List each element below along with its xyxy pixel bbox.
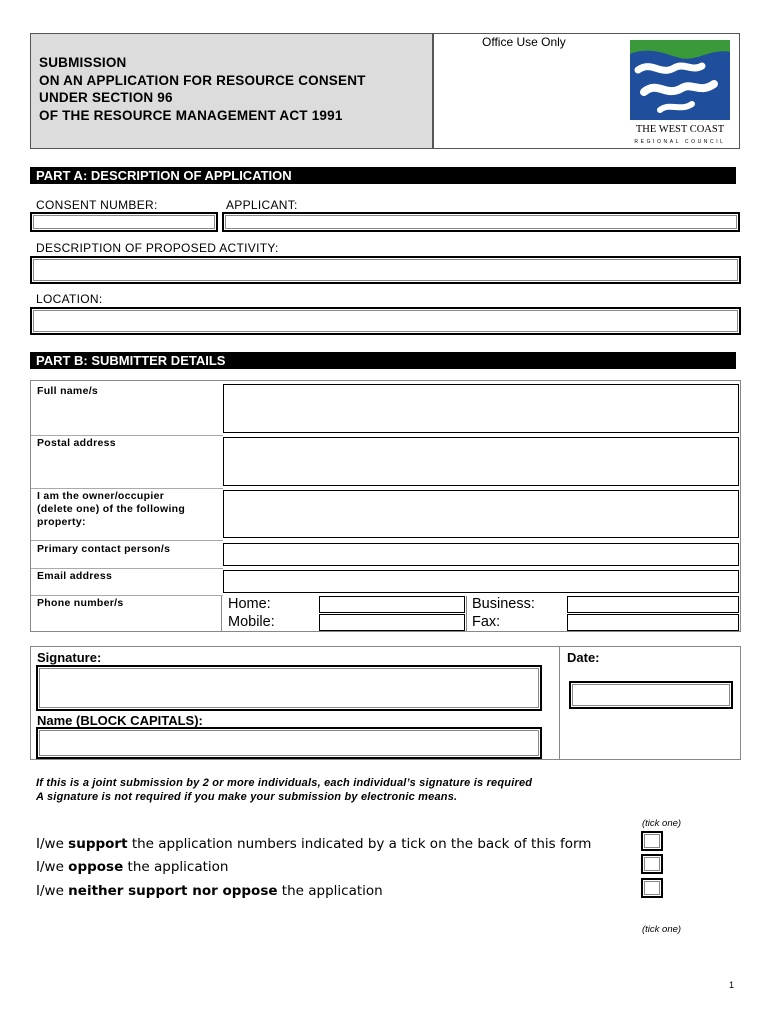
- property-field[interactable]: [223, 490, 739, 538]
- mobile-phone-label: Mobile:: [228, 614, 275, 630]
- home-phone-label: Home:: [228, 596, 271, 612]
- owner-label-line: I am the owner/occupier: [37, 490, 165, 502]
- description-label: DESCRIPTION OF PROPOSED ACTIVITY:: [36, 241, 279, 255]
- location-label: LOCATION:: [36, 292, 103, 306]
- submitter-details-table: [30, 380, 741, 632]
- row-divider: [31, 595, 223, 596]
- postal-address-label: Postal address: [37, 437, 116, 449]
- fax-label: Fax:: [472, 614, 501, 630]
- support-checkbox[interactable]: [641, 831, 663, 851]
- consent-number-field[interactable]: [30, 212, 218, 232]
- option-keyword: neither support nor oppose: [68, 883, 278, 899]
- logo-name: THE WEST COAST: [635, 124, 725, 135]
- west-coast-council-logo: [630, 40, 730, 148]
- owner-label-line: property:: [37, 516, 86, 528]
- primary-contact-label: Primary contact person/s: [37, 543, 171, 555]
- signature-field[interactable]: [36, 665, 542, 711]
- option-keyword: support: [68, 836, 128, 852]
- fax-field[interactable]: [567, 614, 739, 631]
- tick-one-label: (tick one): [642, 818, 682, 829]
- electronic-submission-note: A signature is not required if you make your submission by electronic means.: [36, 791, 458, 803]
- owner-occupier-label: [37, 490, 185, 529]
- title-line: OF THE RESOURCE MANAGEMENT ACT 1991: [39, 107, 343, 123]
- column-divider: [466, 596, 467, 632]
- block-name-field[interactable]: [36, 727, 542, 759]
- neither-option-text: [36, 883, 383, 899]
- form-title: [39, 54, 366, 124]
- block-name-label: Name (BLOCK CAPITALS):: [37, 713, 203, 728]
- consent-number-label: CONSENT NUMBER:: [36, 198, 158, 212]
- postal-address-field[interactable]: [223, 437, 739, 486]
- option-keyword: oppose: [68, 859, 124, 875]
- owner-label-line: (delete one) of the following: [37, 503, 186, 515]
- row-divider: [31, 435, 223, 436]
- mobile-phone-field[interactable]: [319, 614, 465, 631]
- applicant-label: APPLICANT:: [226, 198, 298, 212]
- email-label: Email address: [37, 570, 113, 582]
- option-suffix: the application numbers indicated by a tick on the back of this form: [127, 836, 592, 852]
- row-divider: [31, 568, 223, 569]
- tick-one-bottom-label: (tick one): [642, 924, 682, 935]
- home-phone-field[interactable]: [319, 596, 465, 613]
- title-line: SUBMISSION: [39, 55, 127, 70]
- column-divider: [221, 596, 222, 632]
- full-name-label: Full name/s: [37, 385, 99, 397]
- date-field[interactable]: [569, 681, 733, 709]
- oppose-option-text: [36, 859, 228, 875]
- applicant-field[interactable]: [222, 212, 740, 232]
- date-label: Date:: [567, 650, 600, 665]
- signature-label: Signature:: [37, 650, 102, 665]
- option-suffix: the application: [123, 859, 229, 875]
- option-prefix: I/we: [36, 859, 69, 875]
- title-line: ON AN APPLICATION FOR RESOURCE CONSENT: [39, 72, 366, 88]
- page-number: 1: [729, 980, 735, 990]
- oppose-checkbox[interactable]: [641, 854, 663, 874]
- office-use-label: Office Use Only: [482, 35, 566, 49]
- business-phone-field[interactable]: [567, 596, 739, 613]
- title-line: UNDER SECTION 96: [39, 90, 173, 105]
- form-title-box: [30, 33, 433, 149]
- business-phone-label: Business:: [472, 596, 535, 612]
- column-divider: [559, 647, 560, 759]
- full-name-field[interactable]: [223, 384, 739, 433]
- option-prefix: I/we: [36, 836, 69, 852]
- location-field[interactable]: [30, 307, 741, 335]
- support-option-text: [36, 836, 591, 852]
- logo-subname: REGIONAL COUNCIL: [634, 139, 726, 145]
- phone-label: Phone number/s: [37, 597, 124, 609]
- part-a-heading: PART A: DESCRIPTION OF APPLICATION: [30, 167, 736, 184]
- primary-contact-field[interactable]: [223, 543, 739, 566]
- neither-checkbox[interactable]: [641, 878, 663, 898]
- option-prefix: I/we: [36, 883, 69, 899]
- row-divider: [31, 540, 223, 541]
- joint-submission-note: If this is a joint submission by 2 or more individuals, each individual’s signature is required: [36, 777, 533, 789]
- email-field[interactable]: [223, 570, 739, 593]
- description-field[interactable]: [30, 256, 741, 284]
- option-suffix: the application: [277, 883, 383, 899]
- signature-section: [30, 646, 741, 760]
- office-use-box: [433, 33, 740, 149]
- row-divider: [31, 488, 223, 489]
- part-b-heading: PART B: SUBMITTER DETAILS: [30, 352, 736, 369]
